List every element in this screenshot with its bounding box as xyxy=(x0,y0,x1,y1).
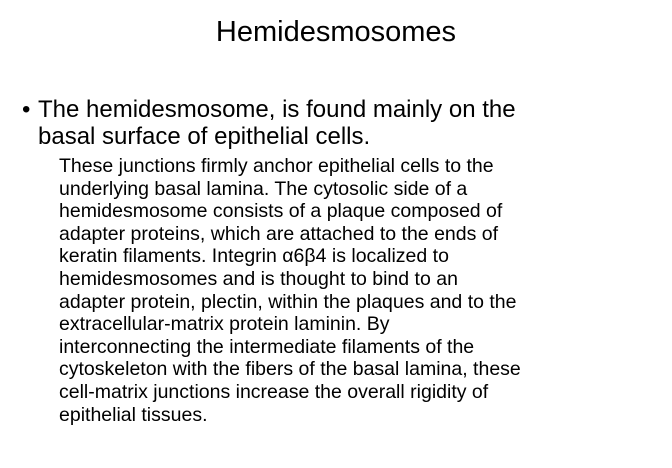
bullet-text: The hemidesmosome, is found mainly on the basal surface of epithelial cells. xyxy=(38,96,516,150)
body-paragraph: These junctions firmly anchor epithelial cells to the underlying basal lamina. The cytosolic side of a hemidesmosome consists of a plaque composed of adapter proteins, which are attached to the ends of keratin filaments. Integrin α6β4 is localized to hemidesmosomes and is thought to bind to an adapter protein, plectin, within the plaques and to the extracellular-matrix protein laminin. By interconnecting the intermediate filaments of the cytoskeleton with the fibers of the basal lamina, these cell-matrix junctions increase the overall rigidity of epithelial tissues. xyxy=(59,155,521,426)
bullet-item xyxy=(22,96,652,150)
bullet-marker: • xyxy=(22,96,31,123)
slide-title: Hemidesmosomes xyxy=(215,16,457,48)
